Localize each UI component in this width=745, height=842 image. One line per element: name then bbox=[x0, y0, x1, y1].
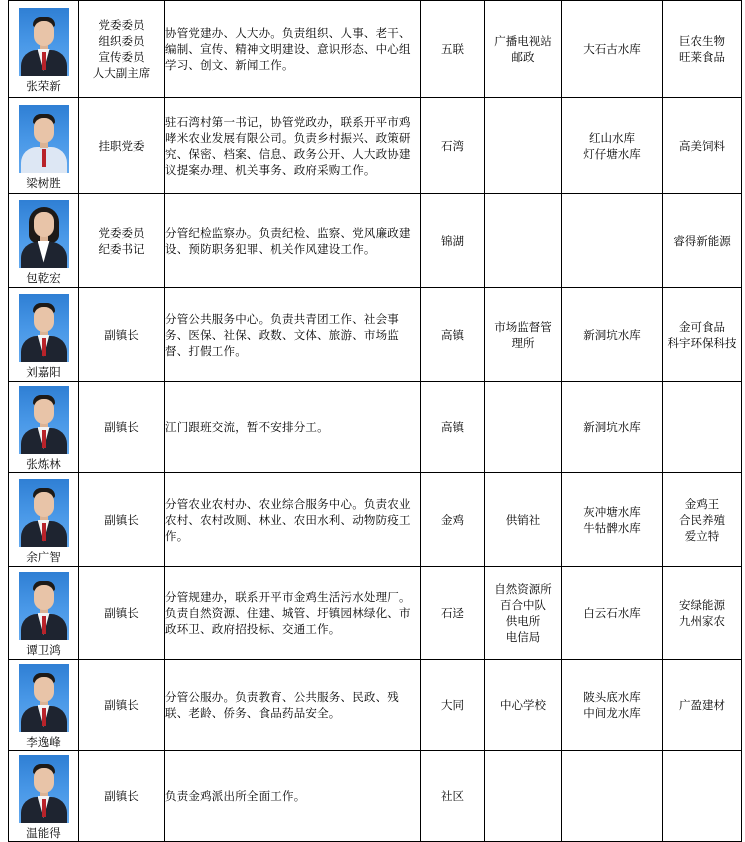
duties-cell bbox=[165, 751, 421, 842]
portrait-photo bbox=[19, 664, 69, 732]
duties-cell bbox=[165, 194, 421, 288]
village-cell bbox=[421, 473, 485, 567]
village-text: 石迳 bbox=[441, 606, 464, 620]
table-row bbox=[9, 194, 742, 288]
table-row bbox=[9, 98, 742, 194]
position-cell bbox=[79, 1, 165, 98]
enterprises-cell-line: 金鸡王 bbox=[684, 496, 720, 511]
village-text: 高镇 bbox=[441, 327, 464, 342]
duties-text: 负责金鸡派出所全面工作。 bbox=[165, 789, 306, 803]
village-text: 社区 bbox=[441, 789, 464, 803]
position-cell-line: 宣传委员 bbox=[98, 50, 145, 64]
person-name: 李逸峰 bbox=[26, 735, 61, 749]
photo-name-cell bbox=[9, 751, 79, 842]
staff-roster-table bbox=[8, 0, 742, 842]
position-cell bbox=[79, 288, 165, 382]
village-cell bbox=[421, 567, 485, 660]
person-name: 张荣新 bbox=[26, 79, 61, 93]
position-cell-line: 组织委员 bbox=[98, 34, 145, 48]
enterprises-cell-line: 睿得新能源 bbox=[673, 233, 731, 248]
reservoirs-cell bbox=[562, 194, 663, 288]
portrait-photo bbox=[19, 8, 69, 76]
portrait-photo bbox=[19, 479, 69, 547]
enterprises-cell bbox=[663, 473, 742, 567]
units-cell bbox=[485, 660, 562, 751]
reservoirs-cell bbox=[562, 1, 663, 98]
units-cell-line: 供销社 bbox=[505, 512, 541, 527]
duties-cell bbox=[165, 567, 421, 660]
position-cell bbox=[79, 567, 165, 660]
reservoirs-cell-line: 白云石水库 bbox=[583, 606, 641, 620]
duties-text: 驻石湾村第一书记，协管党政办，联系开平市鸡哮米农业发展有限公司。负责乡村振兴、政策研究、保密、档案、信息、政务公开、人大政协建议提案办理、机关事务、政府采购工作。 bbox=[165, 114, 411, 177]
duties-text: 分管纪检监察办。负责纪检、监察、党风廉政建设、预防职务犯罪、机关作风建设工作。 bbox=[165, 225, 411, 256]
units-cell bbox=[485, 751, 562, 842]
enterprises-cell-line: 爱立特 bbox=[684, 528, 720, 543]
reservoirs-cell bbox=[562, 288, 663, 382]
reservoirs-cell bbox=[562, 660, 663, 751]
position-cell-line: 党委委员 bbox=[98, 18, 145, 32]
village-text: 锦湖 bbox=[441, 233, 464, 248]
reservoirs-cell bbox=[562, 98, 663, 194]
duties-cell bbox=[165, 288, 421, 382]
table-row bbox=[9, 288, 742, 382]
position-cell-line: 副镇长 bbox=[104, 698, 139, 712]
photo-name-cell bbox=[9, 98, 79, 194]
photo-name-cell bbox=[9, 288, 79, 382]
enterprises-cell-line: 金可食品 bbox=[679, 319, 725, 334]
reservoirs-cell bbox=[562, 382, 663, 473]
units-cell bbox=[485, 194, 562, 288]
position-cell-line: 党委委员 bbox=[98, 225, 145, 240]
reservoirs-cell bbox=[562, 751, 663, 842]
enterprises-cell-line: 巨农生物 bbox=[679, 34, 725, 48]
position-cell-line: 副镇长 bbox=[104, 420, 139, 434]
portrait-photo bbox=[19, 200, 69, 268]
enterprises-cell bbox=[663, 98, 742, 194]
units-cell bbox=[485, 473, 562, 567]
table-row bbox=[9, 751, 742, 842]
position-cell bbox=[79, 382, 165, 473]
person-name: 梁树胜 bbox=[26, 175, 61, 190]
units-cell-line: 市场监督管 bbox=[494, 319, 552, 334]
units-cell-line: 中心学校 bbox=[500, 698, 546, 712]
duties-text: 江门跟班交流，暂不安排分工。 bbox=[165, 420, 329, 434]
position-cell-line: 副镇长 bbox=[104, 327, 139, 342]
duties-cell bbox=[165, 98, 421, 194]
photo-name-cell bbox=[9, 382, 79, 473]
position-cell bbox=[79, 98, 165, 194]
village-text: 大同 bbox=[441, 698, 464, 712]
reservoirs-cell-line: 陂头底水库 bbox=[583, 690, 641, 704]
photo-name-cell bbox=[9, 567, 79, 660]
portrait-photo bbox=[19, 755, 69, 823]
village-cell bbox=[421, 194, 485, 288]
village-cell bbox=[421, 1, 485, 98]
reservoirs-cell-line: 灰冲塘水库 bbox=[583, 504, 641, 519]
position-cell-line: 副镇长 bbox=[104, 789, 139, 803]
portrait-photo bbox=[19, 294, 69, 362]
village-text: 金鸡 bbox=[441, 512, 464, 527]
table-row bbox=[9, 473, 742, 567]
reservoirs-cell bbox=[562, 567, 663, 660]
photo-name-cell bbox=[9, 660, 79, 751]
units-cell bbox=[485, 567, 562, 660]
enterprises-cell bbox=[663, 660, 742, 751]
enterprises-cell bbox=[663, 1, 742, 98]
village-cell bbox=[421, 660, 485, 751]
portrait-photo bbox=[19, 386, 69, 454]
enterprises-cell-line: 合民养殖 bbox=[679, 512, 725, 527]
portrait-photo bbox=[19, 105, 69, 173]
village-cell bbox=[421, 288, 485, 382]
table-row bbox=[9, 660, 742, 751]
position-cell bbox=[79, 751, 165, 842]
person-name: 温能得 bbox=[26, 826, 61, 840]
enterprises-cell bbox=[663, 567, 742, 660]
units-cell-line: 广播电视站 bbox=[494, 34, 552, 48]
enterprises-cell-line: 科宇环保科技 bbox=[667, 335, 737, 350]
enterprises-cell bbox=[663, 194, 742, 288]
position-cell bbox=[79, 660, 165, 751]
enterprises-cell-line: 广盈建材 bbox=[679, 698, 725, 712]
position-cell-line: 纪委书记 bbox=[98, 241, 145, 256]
duties-text: 分管农业农村办、农业综合服务中心。负责农业农村、农村改厕、林业、农田水利、动物防疫工作。 bbox=[165, 496, 411, 543]
village-cell bbox=[421, 382, 485, 473]
person-name: 张炼林 bbox=[26, 457, 61, 471]
position-cell-line: 人大副主席 bbox=[92, 66, 151, 80]
village-cell bbox=[421, 98, 485, 194]
enterprises-cell bbox=[663, 288, 742, 382]
enterprises-cell-line: 高美饲料 bbox=[679, 138, 725, 153]
enterprises-cell bbox=[663, 382, 742, 473]
photo-name-cell bbox=[9, 1, 79, 98]
position-cell-line: 副镇长 bbox=[104, 606, 139, 620]
portrait-photo bbox=[19, 572, 69, 640]
reservoirs-cell-line: 灯仔塘水库 bbox=[583, 146, 641, 161]
reservoirs-cell-line: 红山水库 bbox=[589, 130, 635, 145]
duties-text: 分管规建办，联系开平市金鸡生活污水处理厂。负责自然资源、住建、城管、圩镇园林绿化、市政环卫、政府招投标、交通工作。 bbox=[165, 590, 411, 636]
enterprises-cell-line: 旺莱食品 bbox=[679, 50, 725, 64]
table-row bbox=[9, 567, 742, 660]
units-cell-line: 百合中队 bbox=[500, 598, 546, 612]
person-name: 余广智 bbox=[26, 549, 61, 564]
village-text: 石湾 bbox=[441, 138, 464, 153]
units-cell-line: 理所 bbox=[511, 335, 535, 350]
reservoirs-cell bbox=[562, 473, 663, 567]
duties-cell bbox=[165, 1, 421, 98]
photo-name-cell bbox=[9, 194, 79, 288]
reservoirs-cell-line: 新洞坑水库 bbox=[583, 420, 641, 434]
units-cell bbox=[485, 382, 562, 473]
duties-text: 分管公共服务中心。负责共青团工作、社会事务、医保、社保、政数、文体、旅游、市场监督、打假工作。 bbox=[165, 311, 399, 358]
roster-body bbox=[9, 1, 742, 842]
units-cell-line: 自然资源所 bbox=[494, 582, 552, 596]
table-row bbox=[9, 382, 742, 473]
reservoirs-cell-line: 中间龙水库 bbox=[583, 706, 641, 720]
photo-name-cell bbox=[9, 473, 79, 567]
enterprises-cell-line: 九州家农 bbox=[679, 614, 725, 628]
units-cell bbox=[485, 288, 562, 382]
duties-cell bbox=[165, 382, 421, 473]
units-cell bbox=[485, 1, 562, 98]
person-name: 谭卫鸿 bbox=[26, 643, 61, 657]
village-cell bbox=[421, 751, 485, 842]
position-cell-line: 挂职党委 bbox=[98, 138, 145, 153]
units-cell-line: 邮政 bbox=[511, 50, 535, 64]
reservoirs-cell-line: 大石古水库 bbox=[583, 42, 641, 56]
reservoirs-cell-line: 牛牯髀水库 bbox=[583, 520, 641, 535]
position-cell bbox=[79, 194, 165, 288]
units-cell-line: 供电所 bbox=[505, 614, 541, 628]
position-cell-line: 副镇长 bbox=[104, 512, 139, 527]
person-name: 刘嘉阳 bbox=[26, 364, 61, 379]
duties-cell bbox=[165, 660, 421, 751]
village-text: 五联 bbox=[441, 42, 464, 56]
person-name: 包乾宏 bbox=[26, 270, 61, 285]
reservoirs-cell-line: 新洞坑水库 bbox=[583, 327, 641, 342]
units-cell-line: 电信局 bbox=[505, 630, 541, 644]
table-row bbox=[9, 1, 742, 98]
duties-text: 分管公服办。负责教育、公共服务、民政、残联、老龄、侨务、食品药品安全。 bbox=[165, 690, 399, 720]
enterprises-cell bbox=[663, 751, 742, 842]
enterprises-cell-line: 安绿能源 bbox=[679, 598, 725, 612]
position-cell bbox=[79, 473, 165, 567]
duties-cell bbox=[165, 473, 421, 567]
units-cell bbox=[485, 98, 562, 194]
duties-text: 协管党建办、人大办。负责组织、人事、老干、编制、宣传、精神文明建设、意识形态、中心组学习、创文、新闻工作。 bbox=[165, 26, 411, 72]
village-text: 高镇 bbox=[441, 420, 464, 434]
